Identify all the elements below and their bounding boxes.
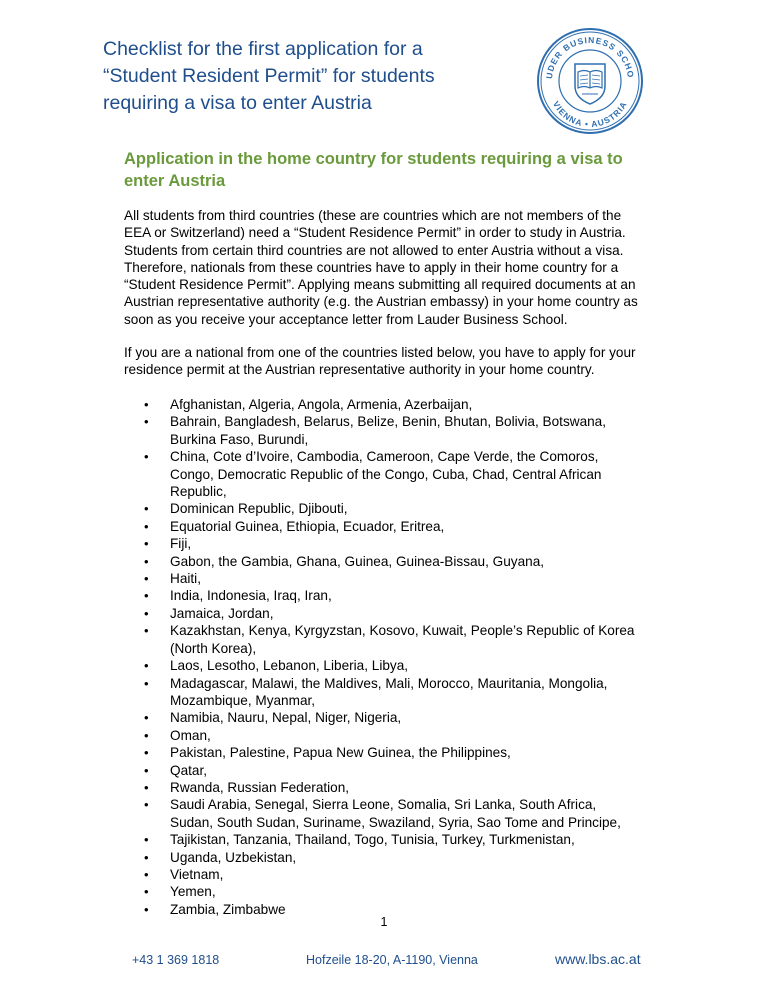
country-list-item [124, 779, 639, 796]
country-list-text: Madagascar, Malawi, the Maldives, Mali, Morocco, Mauritania, Mongolia, Mozambique, Myanmar, [170, 675, 608, 708]
country-list-item [124, 796, 639, 831]
country-list-item [124, 448, 639, 500]
country-list-text: Pakistan, Palestine, Papua New Guinea, the Philippines, [170, 745, 511, 761]
country-list-item [124, 727, 639, 744]
bullet-icon: • [144, 901, 149, 917]
country-list-text: Haiti, [170, 571, 201, 587]
country-list-text: Dominican Republic, Djibouti, [170, 501, 348, 517]
country-list-text: Yemen, [170, 884, 216, 900]
school-seal-logo [535, 26, 645, 136]
bullet-icon: • [144, 501, 149, 517]
country-list-text: Bahrain, Bangladesh, Belarus, Belize, Benin, Bhutan, Bolivia, Botswana, Burkina Faso, Burundi, [170, 414, 607, 447]
country-list-item [124, 518, 639, 535]
bullet-icon: • [144, 727, 149, 743]
country-list-text: Oman, [170, 727, 211, 743]
bullet-icon: • [144, 832, 149, 848]
bullet-icon: • [144, 571, 149, 587]
country-list-text: Afghanistan, Algeria, Angola, Armenia, Azerbaijan, [170, 397, 473, 412]
footer-address: Hofzeile 18-20, A-1190, Vienna [306, 953, 478, 967]
country-list-text: Gabon, the Gambia, Ghana, Guinea, Guinea-Bissau, Guyana, [170, 553, 545, 569]
country-list-text: India, Indonesia, Iraq, Iran, [170, 588, 332, 604]
country-list-text: Tajikistan, Tanzania, Thailand, Togo, Tunisia, Turkey, Turkmenistan, [170, 832, 575, 848]
country-list-item [124, 657, 639, 674]
title-line-1: Checklist for the first application for a [103, 38, 423, 60]
country-list-text: Laos, Lesotho, Lebanon, Liberia, Libya, [170, 658, 409, 674]
country-list-item [124, 675, 639, 710]
country-list-item [124, 866, 639, 883]
country-list-text: Vietnam, [170, 866, 224, 882]
footer-phone: +43 1 369 1818 [132, 953, 220, 967]
bullet-icon: • [144, 588, 149, 604]
document-title [103, 36, 503, 117]
bullet-icon: • [144, 884, 149, 900]
country-list-text: Fiji, [170, 536, 192, 552]
bullet-icon: • [144, 449, 149, 465]
bullet-icon: • [144, 675, 149, 691]
country-list-item [124, 831, 639, 848]
country-list-item [124, 396, 639, 413]
country-list-text: Equatorial Guinea, Ethiopia, Ecuador, Eritrea, [170, 518, 445, 534]
seal-bottom-text: VIENNA • AUSTRIA [550, 99, 630, 130]
country-list-text: Kazakhstan, Kenya, Kyrgyzstan, Kosovo, Kuwait, People’s Republic of Korea (North Korea), [170, 623, 635, 656]
bullet-icon: • [144, 762, 149, 778]
country-list-item [124, 605, 639, 622]
country-list-item [124, 570, 639, 587]
instruction-paragraph: If you are a national from one of the countries listed below, you have to apply for your residence permit at the Austrian representative authority in your home country. [124, 345, 636, 378]
country-list-item [124, 535, 639, 552]
country-list-item [124, 587, 639, 604]
title-line-2: “Student Resident Permit” for students [103, 65, 435, 87]
bullet-icon: • [144, 658, 149, 674]
country-list-text: China, Cote d’Ivoire, Cambodia, Cameroon, Cape Verde, the Comoros, Congo, Democratic Republic of the Congo, Cuba, Chad, Central African Republic, [170, 449, 602, 500]
bullet-icon: • [144, 518, 149, 534]
bullet-icon: • [144, 397, 149, 412]
country-list-item [124, 762, 639, 779]
bullet-icon: • [144, 779, 149, 795]
country-list-item [124, 622, 639, 657]
bullet-icon: • [144, 866, 149, 882]
section-heading: Application in the home country for students requiring a visa to enter Austria [124, 150, 623, 190]
country-list-text: Rwanda, Russian Federation, [170, 779, 350, 795]
country-list-item [124, 500, 639, 517]
country-list-text: Jamaica, Jordan, [170, 605, 274, 621]
footer-website-link[interactable]: www.lbs.ac.at [555, 951, 641, 967]
country-list-item [124, 413, 639, 448]
country-list-item [124, 883, 639, 900]
bullet-icon: • [144, 797, 149, 813]
country-list-text: Qatar, [170, 762, 208, 778]
country-list-item [124, 709, 639, 726]
country-list-text: Uganda, Uzbekistan, [170, 849, 297, 865]
title-line-3: requiring a visa to enter Austria [103, 92, 372, 114]
bullet-icon: • [144, 605, 149, 621]
country-list-item [124, 849, 639, 866]
intro-paragraph: All students from third countries (these are countries which are not members of the EEA or Switzerland) need a “Student Residence Permit” in order to study in Austria. Students from certain third countries are not allowed to enter Austria without a visa. Therefore, nationals from these countries have to apply in their home country for a “Student Residence Permit”. Applying means submitting all required documents at an Austrian representative authority (e.g. the Austrian embassy) in your home country as soon as you receive your acceptance letter from Lauder Business School. [124, 208, 638, 327]
country-list-text: Zambia, Zimbabwe [170, 901, 286, 917]
bullet-icon: • [144, 553, 149, 569]
country-list-text: Namibia, Nauru, Nepal, Niger, Nigeria, [170, 710, 402, 726]
country-list [124, 396, 639, 918]
bullet-icon: • [144, 710, 149, 726]
country-list-item [124, 744, 639, 761]
country-list-item [124, 553, 639, 570]
bullet-icon: • [144, 849, 149, 865]
bullet-icon: • [144, 414, 149, 430]
bullet-icon: • [144, 536, 149, 552]
page-number: 1 [380, 915, 388, 929]
bullet-icon: • [144, 745, 149, 761]
seal-top-text: UDER BUSINESS SCHO [543, 34, 637, 80]
bullet-icon: • [144, 623, 149, 639]
country-list-text: Saudi Arabia, Senegal, Sierra Leone, Somalia, Sri Lanka, South Africa, Sudan, South Sudan, Suriname, Swaziland, Syria, Sao Tome and Principe, [170, 797, 621, 830]
